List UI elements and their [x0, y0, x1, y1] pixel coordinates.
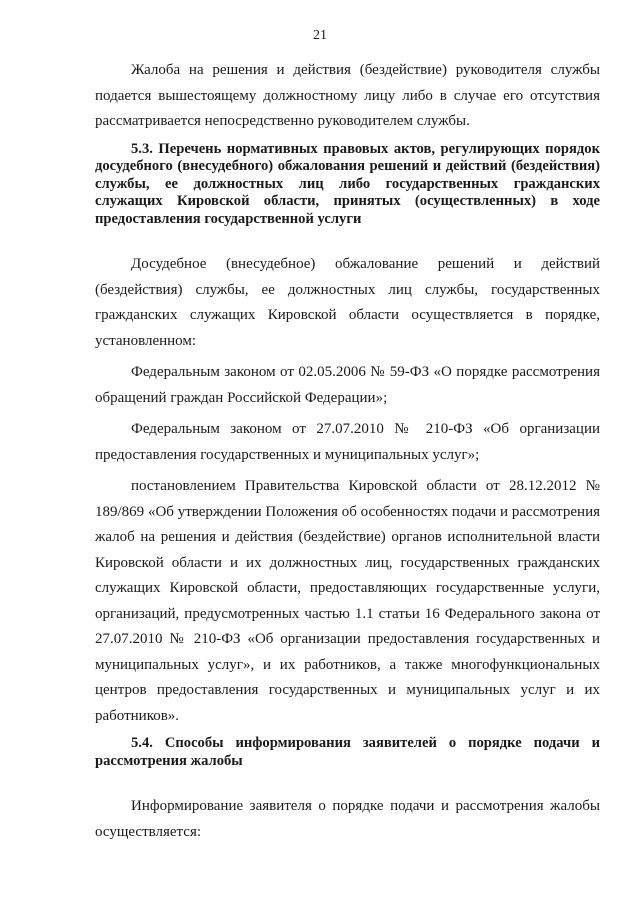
- section-5-3-heading: 5.3. Перечень нормативных правовых актов, регулирующих порядок досудебного (внесудебного) обжалования решений и действий (бездействия) службы, ее должностных лиц либо государственных гражданских служащих Кировской области, принятых (осуществленных) в ходе предоставления государственной услуги: [95, 140, 600, 227]
- page-number: 21: [313, 28, 327, 43]
- page-content: [95, 58, 600, 845]
- section-5-3-lead: Досудебное (внесудебное) обжалование решений и действий (бездействия) службы, ее должностных лиц службы, государственных гражданских служащих Кировской области осуществляется в порядке, установленном:: [95, 256, 600, 349]
- section-5-4-lead: Информирование заявителя о порядке подачи и рассмотрения жалобы осуществляется:: [95, 798, 600, 840]
- law-item-59fz: Федеральным законом от 02.05.2006 № 59-ФЗ «О порядке рассмотрения обращений граждан Российской Федерации»;: [95, 364, 600, 406]
- intro-paragraph: Жалоба на решения и действия (бездействие) руководителя службы подается вышестоящему должностному лицу либо в случае его отсутствия рассматривается непосредственно руководителем службы.: [95, 62, 600, 129]
- section-5-4-heading: 5.4. Способы информирования заявителей о порядке подачи и рассмотрения жалобы: [95, 735, 600, 769]
- law-item-210fz: Федеральным законом от 27.07.2010 № 210-ФЗ «Об организации предоставления государственных и муниципальных услуг»;: [95, 421, 600, 463]
- law-item-resolution: постановлением Правительства Кировской области от 28.12.2012 № 189/869 «Об утверждении Положения об особенностях подачи и рассмотрения жалоб на решения и действия (бездействие) органов исполнительной власти Кировской области и их должностных лиц, государственных гражданских служащих Кировской области, предоставляющих государственные услуги, организаций, предусмотренных частью 1.1 статьи 16 Федерального закона от 27.07.2010 № 210-ФЗ «Об организации предоставления государственных и муниципальных услуг», и их работников, а также многофункциональных центров предоставления государственных и муниципальных услуг и их работников».: [95, 478, 600, 724]
